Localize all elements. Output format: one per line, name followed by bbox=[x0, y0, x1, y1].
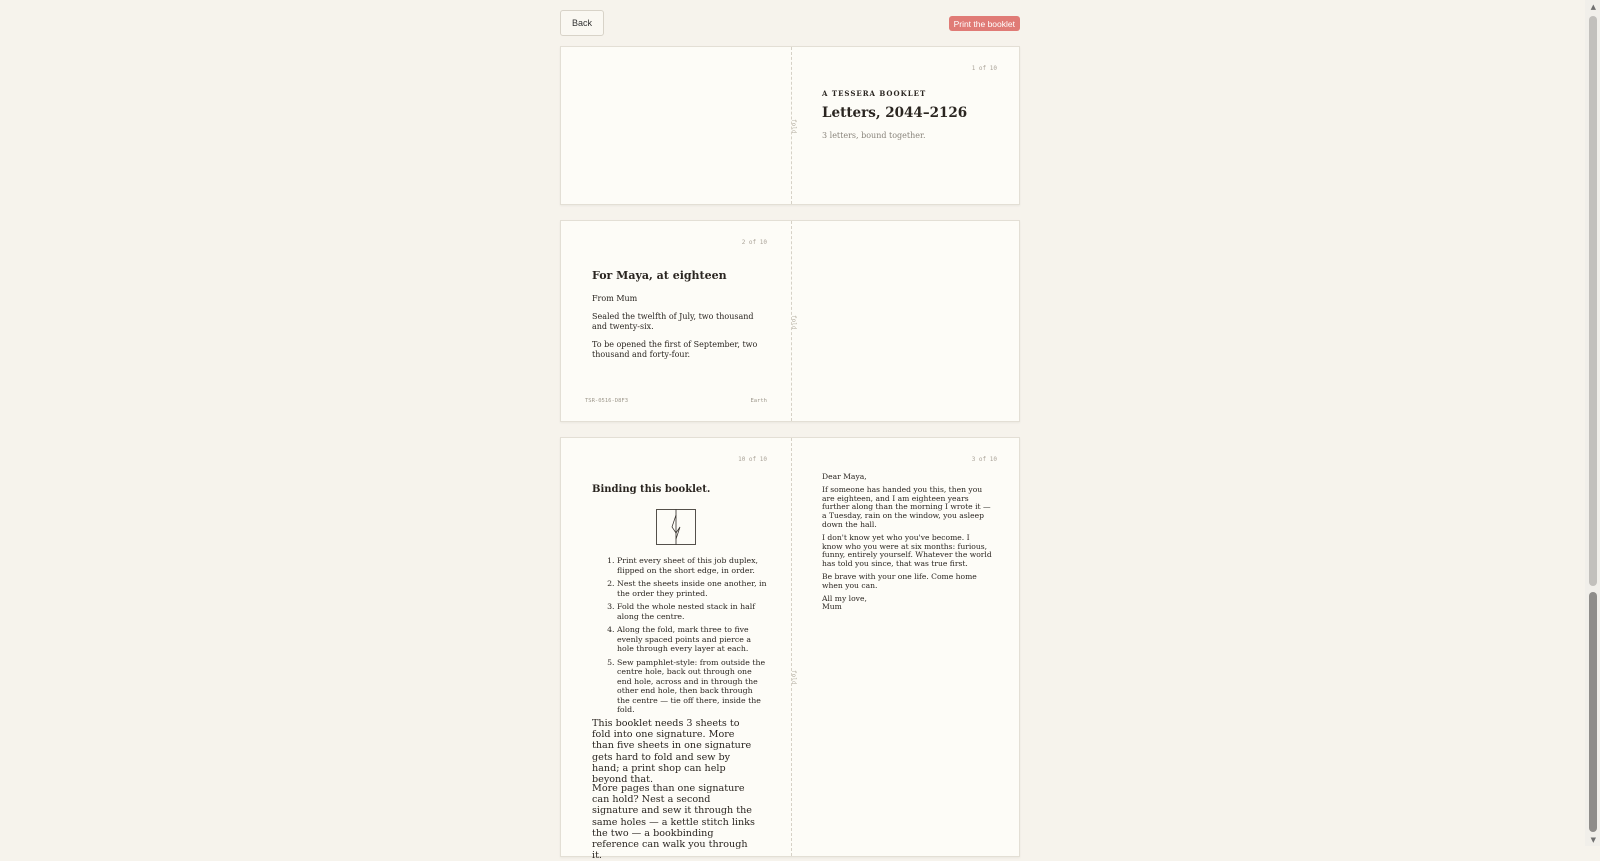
letter-from: From Mum bbox=[592, 294, 638, 303]
fold-label: fold bbox=[790, 314, 797, 330]
page-number: 3 of 10 bbox=[971, 456, 997, 463]
scroll-down-icon[interactable]: ▼ bbox=[1590, 836, 1596, 844]
binding-note: More pages than one signature can hold? Nest a second signature and sew it through the same holes — a kettle stitch links the two — a bookbinding reference can walk you through it. bbox=[592, 783, 755, 861]
print-booklet-button[interactable]: Print the booklet bbox=[949, 16, 1020, 31]
blank-page bbox=[561, 47, 791, 204]
scrollbar-thumb[interactable] bbox=[1589, 592, 1597, 832]
booklet-eyebrow: A TESSERA BOOKLET bbox=[822, 89, 927, 98]
fold-label: fold bbox=[790, 669, 797, 685]
binding-step: 4. Along the fold, mark three to five evenly spaced points and pierce a hole through every layer at each. bbox=[617, 625, 767, 654]
letter-title: For Maya, at eighteen bbox=[592, 269, 727, 282]
letter-paragraph: If someone has handed you this, then you are eighteen, and I am eighteen years further along than the morning I wrote it — a Tuesday, rain on the window, you asleep down the hall. bbox=[822, 484, 991, 529]
booklet-id: TSR-0516-D8F3 bbox=[585, 398, 629, 404]
binding-steps bbox=[592, 556, 767, 719]
back-button[interactable]: Back bbox=[560, 10, 604, 36]
letter-signoff: All my love, bbox=[822, 593, 867, 603]
cover-page bbox=[791, 47, 1021, 204]
page-number: 10 of 10 bbox=[738, 456, 767, 463]
letter-title-page bbox=[561, 221, 791, 421]
toolbar bbox=[560, 10, 1020, 37]
blank-page bbox=[791, 221, 1021, 421]
letter-signature: Mum bbox=[822, 602, 842, 612]
spread-binding-and-letter bbox=[560, 437, 1020, 861]
booklet-brand: Earth bbox=[750, 398, 767, 404]
letter-sealed-date: Sealed the twelfth of July, two thousand and twenty-six. bbox=[592, 312, 754, 331]
letter-paragraph: Be brave with your one life. Come home when you can. bbox=[822, 571, 977, 590]
letter-paragraph: I don't know yet who you've become. I know who you were at six months: furious, funny, entirely yourself. Whatever the world has told you since, that was true first. bbox=[822, 532, 992, 569]
letter-page bbox=[791, 438, 1021, 856]
booklet-title: Letters, 2044–2126 bbox=[822, 105, 968, 121]
binding-diagram-icon bbox=[656, 509, 696, 545]
letter-body bbox=[822, 473, 992, 612]
scrollbar-track-upper bbox=[1589, 16, 1597, 586]
binding-step: 3. Fold the whole nested stack in half along the centre. bbox=[617, 602, 767, 621]
booklet-subtitle: 3 letters, bound together. bbox=[822, 131, 926, 140]
scrollbar[interactable] bbox=[1585, 0, 1600, 846]
letter-greeting: Dear Maya, bbox=[822, 472, 867, 481]
page-number: 1 of 10 bbox=[971, 65, 997, 72]
fold-label: fold bbox=[790, 118, 797, 134]
spread-title-page bbox=[560, 220, 1020, 422]
spread-cover bbox=[560, 46, 1020, 205]
binding-note: This booklet needs 3 sheets to fold into one signature. More than five sheets in one signature gets hard to fold and sew by hand; a print shop can help beyond that. bbox=[592, 718, 752, 786]
binding-step: 1. Print every sheet of this job duplex, flipped on the short edge, in order. bbox=[617, 556, 767, 575]
binding-step: 5. Sew pamphlet-style: from outside the centre hole, back out through one end hole, across and in through the other end hole, then back through the centre — tie off there, inside the fold. bbox=[617, 658, 767, 715]
letter-open-date: To be opened the first of September, two thousand and forty-four. bbox=[592, 340, 758, 359]
binding-title: Binding this booklet. bbox=[592, 484, 711, 495]
scroll-up-icon[interactable]: ▲ bbox=[1590, 3, 1596, 11]
binding-step: 2. Nest the sheets inside one another, in the order they printed. bbox=[617, 579, 767, 598]
page-number: 2 of 10 bbox=[741, 239, 767, 246]
binding-page bbox=[561, 438, 791, 861]
